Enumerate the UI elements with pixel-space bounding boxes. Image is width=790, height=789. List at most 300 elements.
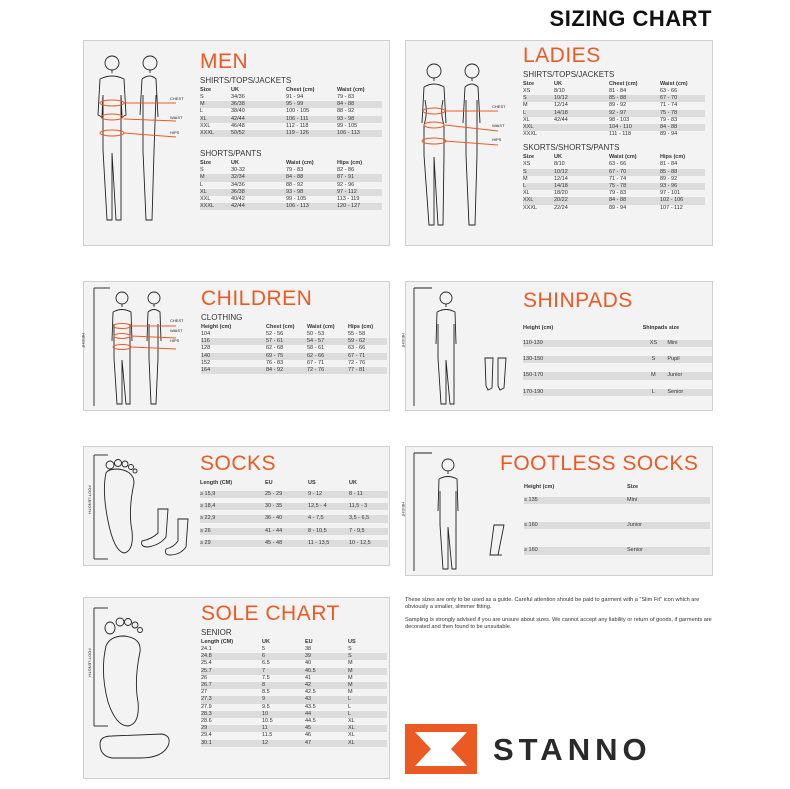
table-cell: Mini (627, 497, 710, 504)
table-cell: 18/20 (554, 190, 568, 197)
table-cell: 130-150 (523, 356, 643, 363)
table-cell: 150-170 (523, 372, 643, 379)
table-cell: 7.5 (262, 674, 270, 681)
table-cell: 170-190 (523, 389, 643, 396)
table-cell: 14/18 (554, 183, 609, 190)
table-cell: ≥ 18,4 (200, 503, 265, 510)
table-row (523, 176, 705, 183)
table-row (523, 169, 705, 176)
table-row (523, 372, 712, 379)
table-row (523, 183, 705, 190)
table-cell: 44 (305, 711, 348, 718)
table-cell: 46 (305, 732, 312, 739)
shinpads-figure-icon (410, 286, 522, 408)
table-row (201, 338, 387, 345)
table-cell: 22/24 (554, 204, 568, 211)
table-cell: 71 - 74 (609, 175, 627, 182)
table-cell: 69 - 75 (266, 353, 307, 360)
table-cell: 72 - 76 (348, 359, 366, 366)
table-cell: 27 (201, 689, 208, 696)
table-cell: XL (348, 718, 355, 725)
table-cell: 9 (262, 696, 305, 703)
table-cell: L (523, 183, 554, 190)
waist-label: WAIST (170, 328, 183, 333)
table-cell: 11,5 - 3 (349, 503, 388, 510)
table-row (201, 675, 387, 682)
table-cell: 36/38 (231, 101, 286, 108)
table-cell: 100 - 105 (286, 108, 310, 115)
table-cell: 120 - 127 (337, 203, 382, 210)
table-cell: 95 - 99 (286, 101, 337, 108)
table-cell: 4 - 7,5 (308, 515, 349, 522)
ladies-figure-labels (492, 104, 506, 142)
col-header: Waist (cm) (286, 160, 314, 167)
table-cell: XL (348, 732, 355, 739)
table-row (523, 340, 712, 347)
table-cell: 3,5 - 6,5 (349, 515, 388, 522)
table-cell: 89 - 92 (660, 175, 678, 182)
table-cell: 10/12 (554, 95, 609, 102)
table-cell: 104 - 110 (609, 124, 660, 131)
col-header: UK (231, 160, 239, 167)
table-cell: 88 - 92 (286, 181, 304, 188)
table-cell (554, 124, 609, 131)
table-row (523, 102, 705, 109)
children-panel (83, 281, 390, 411)
table-cell: 93 - 98 (286, 189, 337, 196)
table-row (201, 331, 387, 338)
shinpads-panel (401, 281, 713, 411)
table-row (201, 704, 387, 711)
table-cell: 91 - 94 (286, 94, 304, 100)
table-cell: 79 - 83 (609, 190, 627, 197)
ladies-skorts-label: SKORTS/SHORTS/PANTS (523, 143, 620, 153)
table-cell: S (200, 167, 204, 174)
table-cell: XXL (200, 196, 211, 203)
table-cell: 46/48 (231, 122, 245, 129)
chest-label: CHEST (170, 318, 184, 323)
table-cell: 34/36 (231, 94, 245, 100)
table-row (200, 528, 388, 535)
col-header: UK (554, 81, 562, 87)
table-cell (523, 363, 712, 372)
table-cell: 92 - 96 (337, 181, 355, 188)
ladies-skorts-table (523, 154, 705, 211)
table-cell: 12,5 - 4 (308, 503, 349, 510)
col-header: Hips (cm) (348, 324, 374, 330)
table-cell: M (348, 668, 387, 675)
note-paragraph: Sampling is strongly advised if you are unsure about sizes. We cannot accept any liability or return of goods, if garments are decorated and then found to be unsuitable. (405, 617, 712, 630)
table-cell: ≥ 22,9 (200, 515, 265, 522)
sole-chart-panel (83, 597, 390, 779)
table-cell: 112 - 118 (286, 122, 309, 129)
table-cell: 104 (201, 331, 211, 337)
col-header: Size (523, 154, 535, 161)
table-cell: Mini (667, 340, 712, 347)
table-cell: 45 - 48 (265, 540, 308, 547)
footless-title: FOOTLESS SOCKS (500, 452, 699, 475)
table-row (200, 491, 388, 498)
col-header: Hips (cm) (660, 154, 686, 161)
table-cell: 11.5 (262, 732, 273, 739)
table-cell: 116 (201, 338, 266, 345)
table-cell: XS (523, 88, 531, 94)
table-row (201, 689, 387, 696)
col-header: EU (305, 639, 313, 645)
table-row (523, 197, 705, 204)
table-cell: 24.1 (201, 646, 212, 652)
table-cell: 67 - 71 (307, 359, 325, 366)
men-figure-icon (88, 45, 200, 243)
table-cell: 10 (262, 711, 305, 718)
table-cell: 10 - 12,5 (349, 540, 388, 547)
note-paragraph: These sizes are only to be used as a guide. Careful attention should be paid to garment with a "Slim Fit" icon which are obviously a smaller, slimmer fitting. (405, 597, 700, 610)
table-cell: 8 - 10,5 (308, 528, 349, 535)
table-cell: Junior (667, 372, 712, 379)
table-cell: 11 (262, 725, 305, 732)
table-cell: 58 - 61 (307, 345, 325, 352)
table-cell: 93 - 96 (660, 183, 705, 190)
table-cell: ≥ 29 (200, 540, 265, 547)
table-cell: M (348, 660, 353, 667)
table-cell: 85 - 88 (660, 169, 705, 176)
table-cell: 84 - 92 (266, 367, 307, 374)
col-header: Size (200, 160, 212, 167)
table-cell: 40/42 (231, 196, 245, 203)
table-cell: 76 - 83 (266, 359, 284, 366)
table-cell: 85 - 88 (609, 95, 660, 102)
table-cell: 8 - 11 (349, 491, 388, 498)
table-cell: ≥ 160 (524, 547, 627, 554)
table-cell: 79 - 83 (337, 94, 355, 100)
col-header: Length (CM) (201, 639, 234, 645)
table-row (523, 389, 712, 396)
table-cell: 27.3 (201, 696, 262, 703)
table-cell: L (348, 711, 387, 718)
table-row (523, 110, 705, 117)
table-cell: 32/34 (231, 174, 286, 181)
table-row (200, 167, 382, 174)
table-cell: 67 - 70 (660, 95, 705, 102)
table-cell: M (348, 674, 353, 681)
table-cell: 113 - 119 (337, 196, 360, 203)
table-cell: 79 - 83 (286, 167, 304, 174)
table-row (201, 353, 387, 360)
table-cell: M (523, 175, 528, 182)
table-cell: XL (200, 116, 231, 123)
table-cell: 119 - 126 (286, 130, 337, 137)
table-cell: 106 - 113 (286, 203, 337, 210)
table-cell: XXL (523, 197, 554, 204)
socks-figure-icon (88, 451, 200, 563)
table-cell: M (643, 372, 668, 379)
table-row (200, 540, 388, 547)
table-cell: S (643, 356, 668, 363)
socks-foot-length-label: FOOT LENGTH (87, 485, 93, 514)
table-cell (524, 529, 710, 547)
table-cell: XS (643, 340, 668, 347)
table-cell: M (348, 682, 387, 689)
children-figure-labels (170, 318, 184, 343)
table-row (201, 668, 387, 675)
sole-table (201, 639, 387, 747)
table-cell: 12/14 (554, 102, 568, 109)
table-cell: 25 - 29 (265, 491, 308, 498)
table-cell: M (200, 174, 231, 181)
table-cell: 93 - 98 (337, 116, 382, 123)
table-row (523, 117, 705, 124)
table-cell: 7 (262, 668, 305, 675)
table-cell: 8.5 (262, 689, 270, 696)
table-cell: 25.4 (201, 660, 212, 667)
col-header: EU (265, 480, 273, 486)
table-cell: 26 (201, 674, 208, 681)
table-cell: 110-130 (523, 340, 643, 347)
ladies-panel (405, 40, 713, 246)
table-cell: S (348, 653, 387, 660)
men-shorts-table (200, 160, 382, 210)
table-cell: 89 - 94 (660, 131, 678, 138)
table-cell: 88 - 92 (337, 108, 355, 115)
table-cell: 59 - 62 (348, 338, 387, 345)
table-cell: 8/10 (554, 161, 565, 168)
table-row (201, 653, 387, 660)
col-header: Length (CM) (200, 480, 233, 486)
table-cell: 30 - 35 (265, 503, 308, 510)
table-cell: 11 - 13,5 (308, 540, 349, 547)
table-cell: 43.5 (305, 703, 316, 710)
table-cell: 71 - 74 (660, 102, 678, 109)
table-cell: 81 - 84 (660, 161, 678, 168)
footless-height-label: HEIGHT (401, 501, 407, 518)
table-row (524, 547, 710, 554)
table-cell: S (348, 646, 352, 652)
table-cell: 75 - 78 (660, 110, 705, 117)
table-cell: ≤ 160 (524, 522, 627, 529)
col-header: UK (349, 480, 357, 486)
table-cell: 7 - 9,5 (349, 528, 388, 535)
table-cell: 24.8 (201, 653, 262, 660)
col-header: Size (200, 87, 212, 93)
stanno-logo-icon (403, 720, 723, 778)
table-cell: 38/40 (231, 108, 245, 115)
table-cell: 36/38 (231, 189, 286, 196)
table-cell: L (200, 108, 204, 115)
table-cell: 42 (305, 682, 348, 689)
table-cell: L (348, 696, 387, 703)
col-header: Chest (cm) (609, 81, 638, 87)
hips-label: HIPS (170, 130, 180, 135)
table-cell: 55 - 58 (348, 331, 366, 337)
table-row (523, 124, 705, 131)
table-cell: 44.5 (305, 718, 316, 725)
table-cell (523, 347, 712, 356)
table-cell: 63 - 66 (348, 345, 366, 352)
socks-table (200, 480, 388, 547)
table-row (523, 356, 712, 363)
table-cell: 92 - 97 (609, 110, 660, 117)
table-row (201, 360, 387, 367)
table-cell: 72 - 76 (307, 367, 348, 374)
table-row (200, 203, 382, 210)
table-cell: 89 - 94 (609, 204, 627, 211)
table-row (201, 740, 387, 747)
table-cell: 67 - 71 (348, 353, 387, 360)
table-row (200, 189, 382, 196)
table-cell: L (200, 181, 204, 188)
table-cell: 12 (262, 740, 305, 747)
table-cell: XS (523, 161, 531, 168)
children-table (201, 324, 387, 374)
table-cell: M (523, 102, 528, 109)
men-panel (83, 40, 390, 246)
table-cell: 50/52 (231, 130, 286, 137)
col-header: Waist (cm) (307, 324, 335, 330)
table-cell: 50 - 53 (307, 331, 325, 337)
table-cell: 75 - 78 (609, 183, 660, 190)
col-header: US (348, 639, 356, 645)
chest-label: CHEST (492, 104, 506, 109)
table-cell: 57 - 61 (266, 338, 307, 345)
table-cell: 43 (305, 696, 348, 703)
table-row (201, 732, 387, 739)
col-header: Height (cm) (523, 325, 554, 331)
table-row (201, 682, 387, 689)
table-cell: 28.6 (201, 718, 212, 725)
table-cell: XL (348, 725, 387, 732)
table-cell: Senior (667, 389, 712, 396)
table-cell: 47 (305, 740, 348, 747)
table-cell: 5 (262, 646, 266, 652)
table-cell: 10.5 (262, 718, 273, 725)
table-cell: 107 - 112 (660, 204, 683, 211)
table-cell: 39 (305, 653, 348, 660)
table-cell: 152 (201, 359, 211, 366)
table-cell: M (348, 689, 353, 696)
table-cell: 81 - 84 (609, 88, 627, 94)
table-cell: 54 - 57 (307, 338, 348, 345)
table-row (524, 497, 710, 504)
table-cell: 29.4 (201, 732, 212, 739)
table-cell: 79 - 83 (660, 116, 678, 123)
shinpads-table (523, 325, 712, 396)
table-cell: 42.5 (305, 689, 316, 696)
table-cell: 89 - 92 (609, 102, 627, 109)
table-cell: Pupil (667, 356, 712, 363)
men-figure-labels (170, 96, 184, 135)
table-cell: XL (523, 190, 530, 197)
table-cell: 42/44 (231, 116, 286, 123)
table-row (523, 161, 705, 168)
table-row (523, 131, 705, 138)
table-cell: XXL (200, 122, 211, 129)
ladies-shirts-label: SHIRTS/TOPS/JACKETS (523, 70, 615, 79)
table-cell: 97 - 112 (337, 189, 382, 196)
table-cell: L (643, 389, 668, 396)
table-cell: 36 - 40 (265, 515, 308, 522)
table-cell: 30.1 (201, 740, 262, 747)
table-cell: M (200, 101, 231, 108)
socks-title: SOCKS (200, 452, 277, 475)
hips-label: HIPS (492, 137, 502, 142)
table-cell: ≥ 26 (200, 528, 265, 535)
table-row (201, 367, 387, 374)
table-cell: 9 - 12 (308, 491, 349, 498)
table-cell: ≤ 135 (524, 497, 627, 504)
waist-label: WAIST (170, 115, 183, 120)
table-cell: 84 - 88 (609, 197, 660, 204)
table-cell: 9.5 (262, 703, 270, 710)
table-cell: 99 - 105 (337, 122, 358, 129)
shinpads-title: SHINPADS (523, 289, 633, 312)
chest-label: CHEST (170, 96, 184, 101)
sole-senior-label: SENIOR (201, 628, 232, 637)
table-cell: 29 (201, 725, 262, 732)
waist-label: WAIST (492, 123, 505, 128)
table-row (200, 108, 382, 115)
table-cell: 27.9 (201, 703, 212, 710)
table-cell: 62 - 66 (307, 353, 348, 360)
table-row (200, 174, 382, 181)
table-cell: 28.3 (201, 711, 262, 718)
col-header: Size (627, 484, 639, 490)
table-cell: 6.5 (262, 660, 270, 667)
ladies-title: LADIES (523, 44, 601, 67)
col-header: US (308, 480, 316, 486)
table-cell: 67 - 70 (609, 169, 660, 176)
table-cell: 34/36 (231, 181, 245, 188)
table-cell: 20/22 (554, 197, 609, 204)
table-cell: 45 (305, 725, 348, 732)
col-header: Size (523, 81, 535, 87)
table-cell (524, 504, 710, 522)
table-row (201, 718, 387, 725)
col-header: Chest (cm) (286, 87, 315, 93)
table-row (200, 101, 382, 108)
col-header: Shinpads size (642, 325, 680, 331)
table-row (200, 94, 382, 101)
table-cell: 106 - 113 (337, 130, 382, 137)
table-cell: 30-32 (231, 167, 246, 174)
table-cell: 41 - 44 (265, 528, 308, 535)
table-cell: 40 (305, 660, 312, 667)
ladies-figure-icon (410, 45, 522, 243)
table-cell: XXXL (523, 204, 538, 211)
col-header: Height (cm) (524, 484, 555, 490)
children-title: CHILDREN (201, 287, 313, 310)
table-cell: 41 (305, 674, 312, 681)
table-cell: 99 - 105 (286, 196, 307, 203)
table-row (201, 646, 387, 653)
men-shirts-label: SHIRTS/TOPS/JACKETS (200, 76, 292, 85)
col-header: UK (262, 639, 270, 645)
table-row (523, 88, 705, 95)
table-cell: S (200, 94, 204, 100)
table-cell: 128 (201, 345, 211, 352)
table-cell: XXXL (200, 130, 231, 137)
col-header: Height (cm) (201, 324, 232, 330)
table-cell: ≥ 15,9 (200, 491, 265, 498)
sole-title: SOLE CHART (201, 602, 340, 625)
table-cell: 82 - 86 (337, 167, 355, 174)
table-row (200, 503, 388, 510)
table-cell: 63 - 66 (609, 161, 627, 168)
table-cell: XXXL (523, 131, 538, 138)
table-cell: 10/12 (554, 169, 609, 176)
table-row (200, 196, 382, 203)
table-cell (523, 380, 712, 389)
sole-foot-length-label: FOOT LENGTH (87, 648, 93, 677)
